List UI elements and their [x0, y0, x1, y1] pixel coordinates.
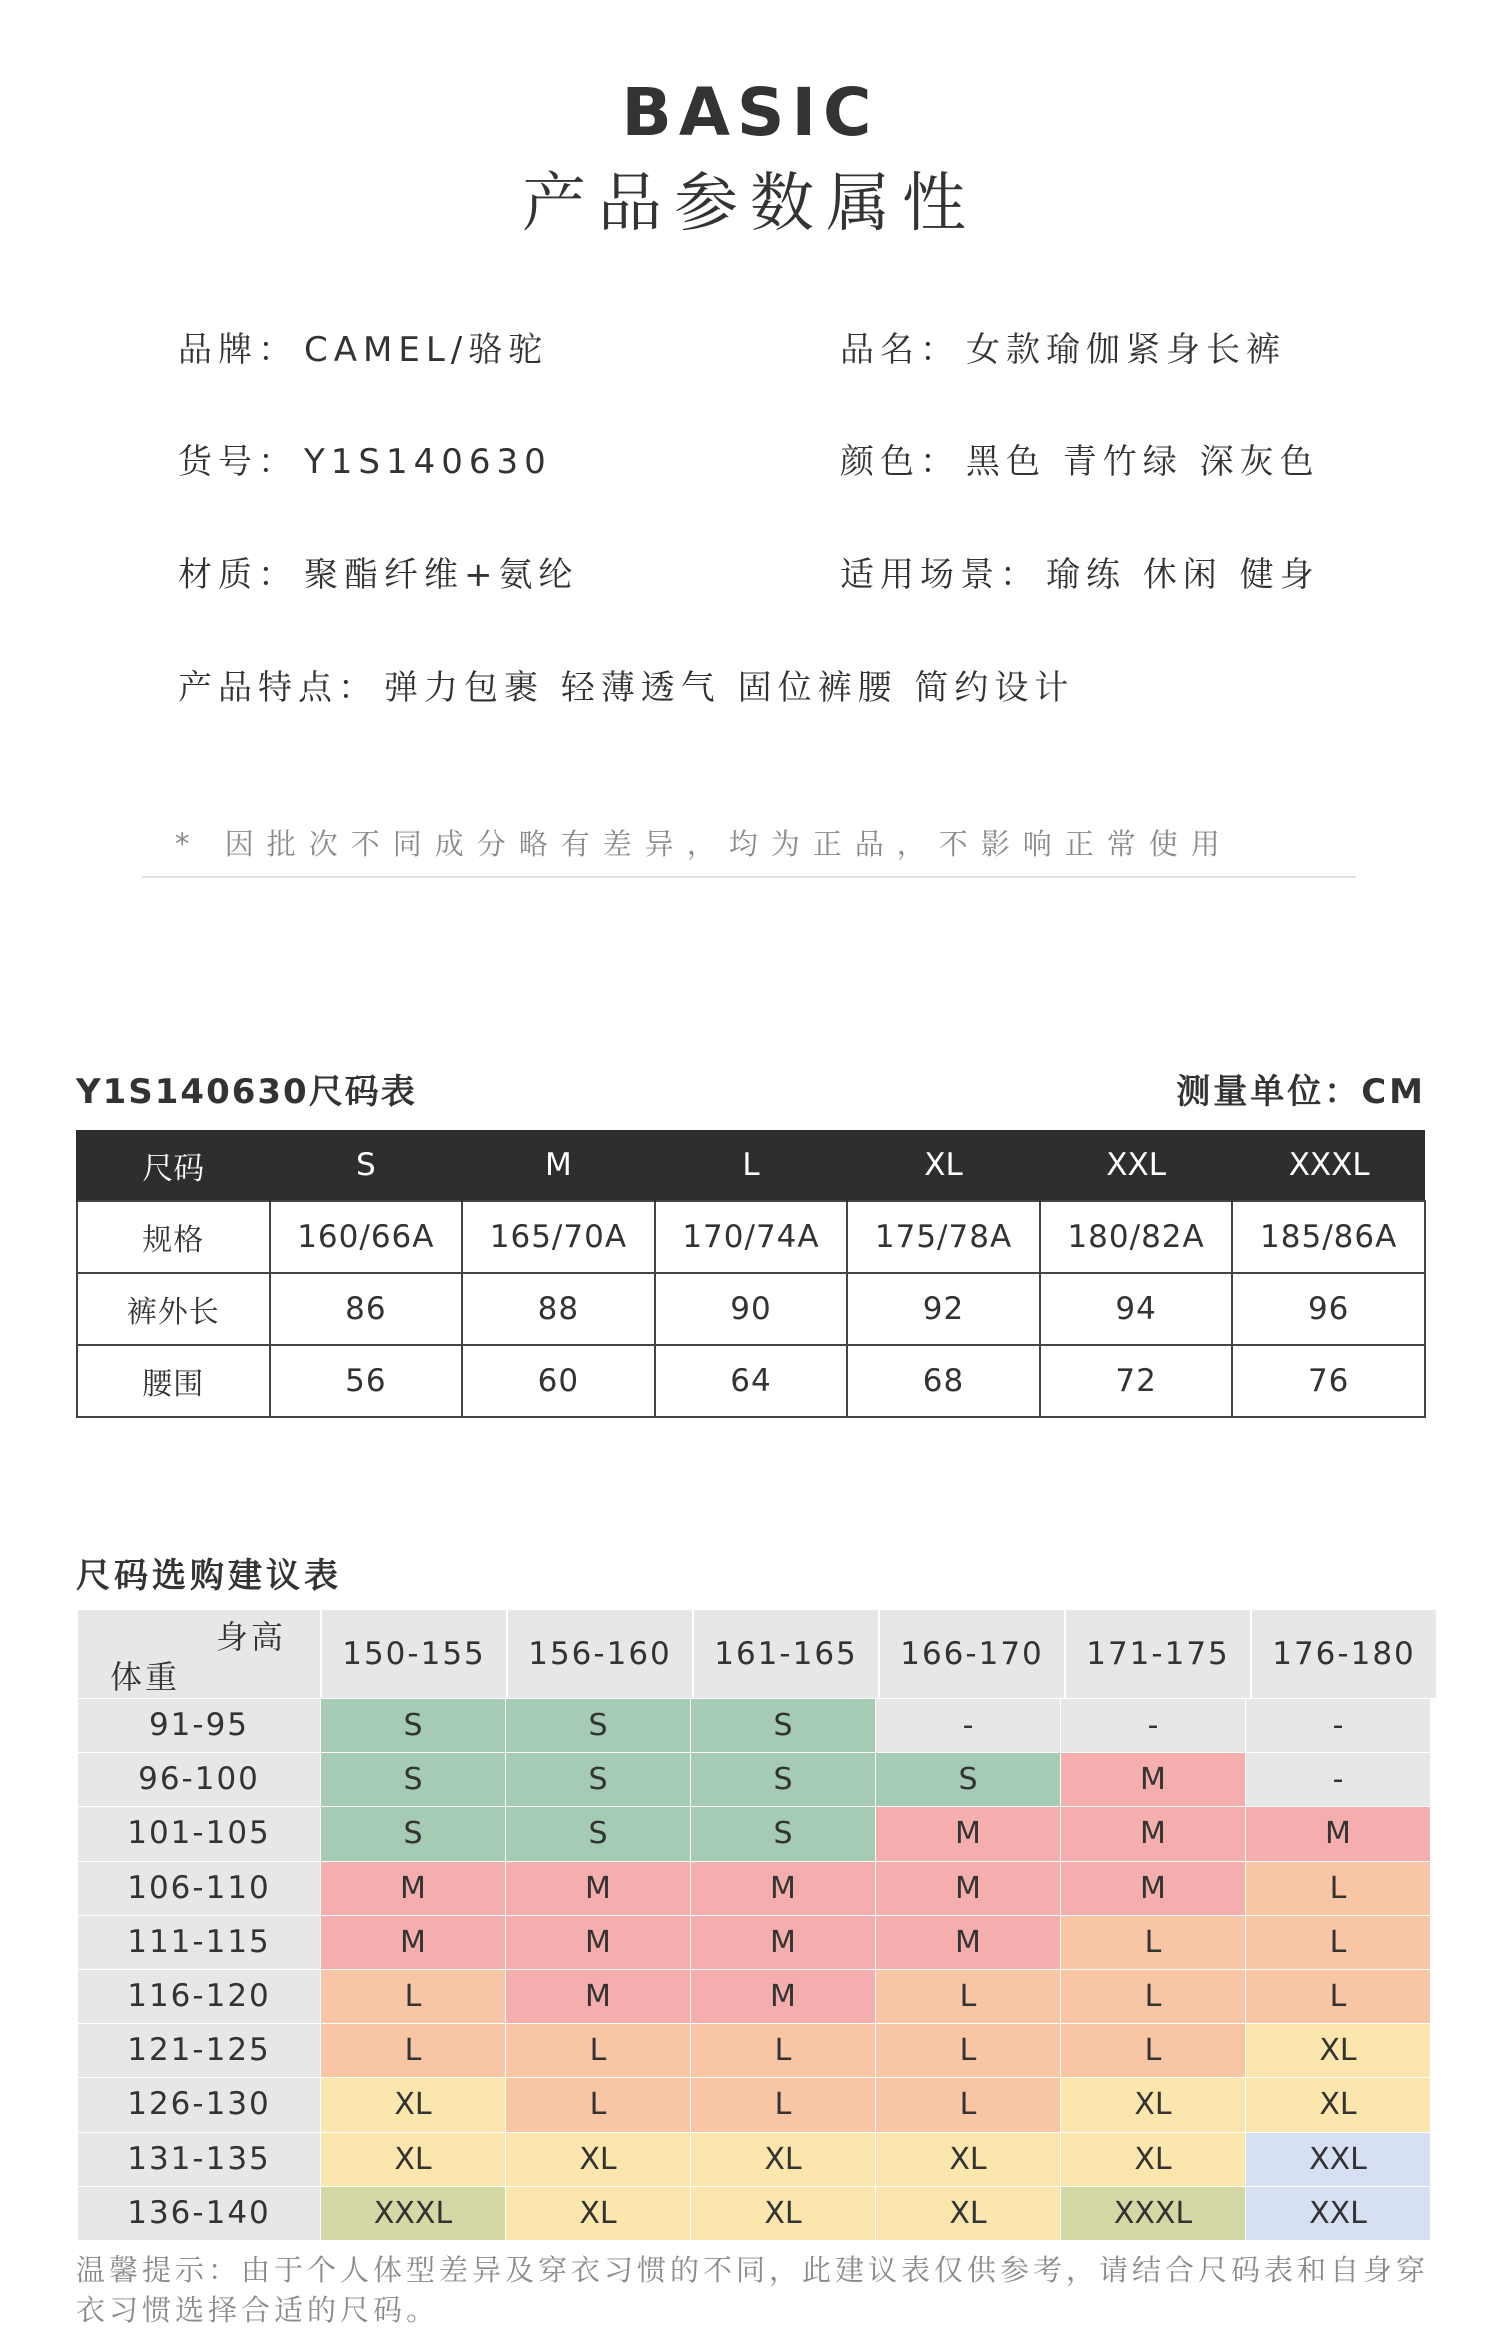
attr-name-label: 品名：: [840, 330, 960, 370]
size-cell: XL: [875, 2133, 1060, 2186]
recommend-body: [78, 1698, 1426, 2240]
size-cell: M: [320, 1862, 505, 1915]
size-cell: S: [690, 1807, 875, 1860]
size-chart-title: Y1S140630尺码表: [76, 1072, 417, 1112]
size-cell: S: [320, 1753, 505, 1806]
recommend-corner: [78, 1610, 320, 1698]
attr-scene: [840, 547, 1320, 596]
weight-range-header: 126-130: [78, 2078, 320, 2131]
table-cell: 56: [270, 1345, 463, 1417]
table-cell: 64: [655, 1345, 848, 1417]
attr-color-label: 颜色：: [840, 442, 960, 482]
size-cell: XXL: [1245, 2133, 1430, 2186]
attr-features-label: 产品特点：: [178, 668, 378, 708]
table-cell: 68: [847, 1345, 1040, 1417]
size-header-cell: XXXL: [1232, 1130, 1425, 1201]
size-cell: -: [1060, 1699, 1245, 1752]
size-cell: XXXL: [1060, 2187, 1245, 2240]
size-cell: M: [505, 1970, 690, 2023]
size-cell: M: [1245, 1807, 1430, 1860]
table-cell: 165/70A: [462, 1201, 655, 1273]
size-cell: L: [1060, 1916, 1245, 1969]
weight-range-header: 121-125: [78, 2024, 320, 2077]
attr-sku: [178, 434, 552, 483]
size-cell: L: [505, 2024, 690, 2077]
height-range-header: 176-180: [1250, 1610, 1436, 1698]
height-range-header: 156-160: [506, 1610, 692, 1698]
table-row: [78, 1806, 1426, 1860]
table-row: [78, 1752, 1426, 1806]
title-english: BASIC: [621, 74, 879, 151]
attr-sku-value: Y1S140630: [304, 442, 552, 482]
size-cell: M: [320, 1916, 505, 1969]
size-cell: XL: [690, 2187, 875, 2240]
size-cell: XL: [690, 2133, 875, 2186]
size-cell: XL: [1245, 2024, 1430, 2077]
size-cell: -: [875, 1699, 1060, 1752]
attr-name: [840, 322, 1286, 371]
size-cell: M: [505, 1862, 690, 1915]
size-cell: -: [1245, 1753, 1430, 1806]
size-chart-table: [76, 1130, 1426, 1418]
size-cell: S: [875, 1753, 1060, 1806]
row-header: 规格: [77, 1201, 270, 1273]
size-cell: L: [505, 2078, 690, 2131]
table-cell: 160/66A: [270, 1201, 463, 1273]
attr-features: [178, 660, 1074, 709]
divider: [142, 876, 1356, 878]
row-header: 裤外长: [77, 1273, 270, 1345]
measure-unit: 测量单位：CM: [1176, 1072, 1426, 1112]
table-row: [78, 2132, 1426, 2186]
recommend-chart: [78, 1610, 1426, 2240]
weight-range-header: 136-140: [78, 2187, 320, 2240]
size-cell: XL: [1060, 2133, 1245, 2186]
size-cell: L: [875, 2078, 1060, 2131]
table-cell: 88: [462, 1273, 655, 1345]
size-header-cell: S: [270, 1130, 463, 1201]
size-cell: L: [1245, 1916, 1430, 1969]
size-cell: M: [875, 1862, 1060, 1915]
attr-scene-label: 适用场景：: [840, 555, 1040, 595]
size-cell: L: [1245, 1862, 1430, 1915]
size-cell: XL: [1245, 2078, 1430, 2131]
size-header-cell: XXL: [1040, 1130, 1233, 1201]
size-cell: L: [875, 2024, 1060, 2077]
size-cell: S: [320, 1807, 505, 1860]
size-cell: L: [320, 2024, 505, 2077]
row-header: 腰围: [77, 1345, 270, 1417]
table-cell: 72: [1040, 1345, 1233, 1417]
height-range-header: 171-175: [1064, 1610, 1250, 1698]
weight-range-header: 131-135: [78, 2133, 320, 2186]
attr-sku-label: 货号：: [178, 442, 298, 482]
size-cell: XL: [505, 2133, 690, 2186]
attr-color: [840, 434, 1320, 483]
weight-range-header: 91-95: [78, 1699, 320, 1752]
table-row: [78, 1861, 1426, 1915]
table-row: [78, 2077, 1426, 2131]
height-axis-label: 身高: [215, 1618, 286, 1656]
size-cell: L: [320, 1970, 505, 2023]
size-cell: XXL: [1245, 2187, 1430, 2240]
size-cell: M: [690, 1970, 875, 2023]
size-header-cell: XL: [847, 1130, 1040, 1201]
height-range-header: 161-165: [692, 1610, 878, 1698]
attr-features-value: 弹力包裹 轻薄透气 固位裤腰 简约设计: [384, 668, 1075, 708]
table-cell: 96: [1232, 1273, 1425, 1345]
size-cell: S: [505, 1807, 690, 1860]
table-row: [77, 1201, 1425, 1273]
table-cell: 175/78A: [847, 1201, 1040, 1273]
size-header-cell: M: [462, 1130, 655, 1201]
attr-brand: [178, 322, 548, 371]
table-row: [78, 2023, 1426, 2077]
tip-text: 温馨提示：由于个人体型差异及穿衣习惯的不同，此建议表仅供参考，请结合尺码表和自身穿衣习惯选择合适的尺码。: [76, 2253, 1430, 2327]
table-row: [78, 2186, 1426, 2240]
attr-name-value: 女款瑜伽紧身长裤: [966, 330, 1286, 370]
table-cell: 180/82A: [1040, 1201, 1233, 1273]
size-cell: XL: [320, 2078, 505, 2131]
size-cell: M: [690, 1862, 875, 1915]
size-cell: M: [690, 1916, 875, 1969]
weight-axis-label: 体重: [110, 1658, 181, 1696]
size-cell: S: [690, 1753, 875, 1806]
table-cell: 76: [1232, 1345, 1425, 1417]
size-cell: XL: [875, 2187, 1060, 2240]
recommend-header-row: [78, 1610, 1426, 1698]
size-cell: L: [690, 2024, 875, 2077]
size-cell: M: [875, 1916, 1060, 1969]
table-cell: 185/86A: [1232, 1201, 1425, 1273]
attr-material: [178, 547, 579, 596]
size-cell: S: [690, 1699, 875, 1752]
size-cell: S: [505, 1753, 690, 1806]
size-cell: M: [505, 1916, 690, 1969]
size-cell: XL: [320, 2133, 505, 2186]
size-cell: S: [505, 1699, 690, 1752]
table-cell: 86: [270, 1273, 463, 1345]
size-cell: XL: [1060, 2078, 1245, 2131]
recommend-chart-title: 尺码选购建议表: [76, 1556, 342, 1596]
size-cell: -: [1245, 1699, 1430, 1752]
weight-range-header: 96-100: [78, 1753, 320, 1806]
weight-range-header: 101-105: [78, 1807, 320, 1860]
table-cell: 170/74A: [655, 1201, 848, 1273]
size-cell: M: [875, 1807, 1060, 1860]
size-cell: S: [320, 1699, 505, 1752]
attr-material-label: 材质：: [178, 555, 298, 595]
table-row: [77, 1345, 1425, 1417]
attr-scene-value: 瑜练 休闲 健身: [1046, 555, 1320, 595]
attr-color-value: 黑色 青竹绿 深灰色: [966, 442, 1320, 482]
table-cell: 94: [1040, 1273, 1233, 1345]
table-row: [78, 1698, 1426, 1752]
height-range-header: 150-155: [320, 1610, 506, 1698]
size-cell: XXXL: [320, 2187, 505, 2240]
size-cell: L: [1245, 1970, 1430, 2023]
attr-brand-value: CAMEL/骆驼: [304, 330, 549, 370]
size-cell: L: [690, 2078, 875, 2131]
size-cell: M: [1060, 1753, 1245, 1806]
size-header-cell: 尺码: [77, 1130, 270, 1201]
size-cell: XL: [505, 2187, 690, 2240]
batch-note: * 因批次不同成分略有差异，均为正品，不影响正常使用: [175, 827, 1233, 861]
size-chart-header-row: [77, 1130, 1425, 1201]
table-row: [77, 1273, 1425, 1345]
table-cell: 92: [847, 1273, 1040, 1345]
size-cell: L: [1060, 1970, 1245, 2023]
size-cell: L: [875, 1970, 1060, 2023]
attr-brand-label: 品牌：: [178, 330, 298, 370]
title-chinese: 产品参数属性: [522, 167, 978, 241]
weight-range-header: 111-115: [78, 1916, 320, 1969]
attr-material-value: 聚酯纤维+氨纶: [304, 555, 579, 595]
table-row: [78, 1915, 1426, 1969]
table-row: [78, 1969, 1426, 2023]
table-cell: 90: [655, 1273, 848, 1345]
weight-range-header: 116-120: [78, 1970, 320, 2023]
size-cell: M: [1060, 1807, 1245, 1860]
size-cell: M: [1060, 1862, 1245, 1915]
size-header-cell: L: [655, 1130, 848, 1201]
height-range-header: 166-170: [878, 1610, 1064, 1698]
table-cell: 60: [462, 1345, 655, 1417]
size-cell: L: [1060, 2024, 1245, 2077]
weight-range-header: 106-110: [78, 1862, 320, 1915]
